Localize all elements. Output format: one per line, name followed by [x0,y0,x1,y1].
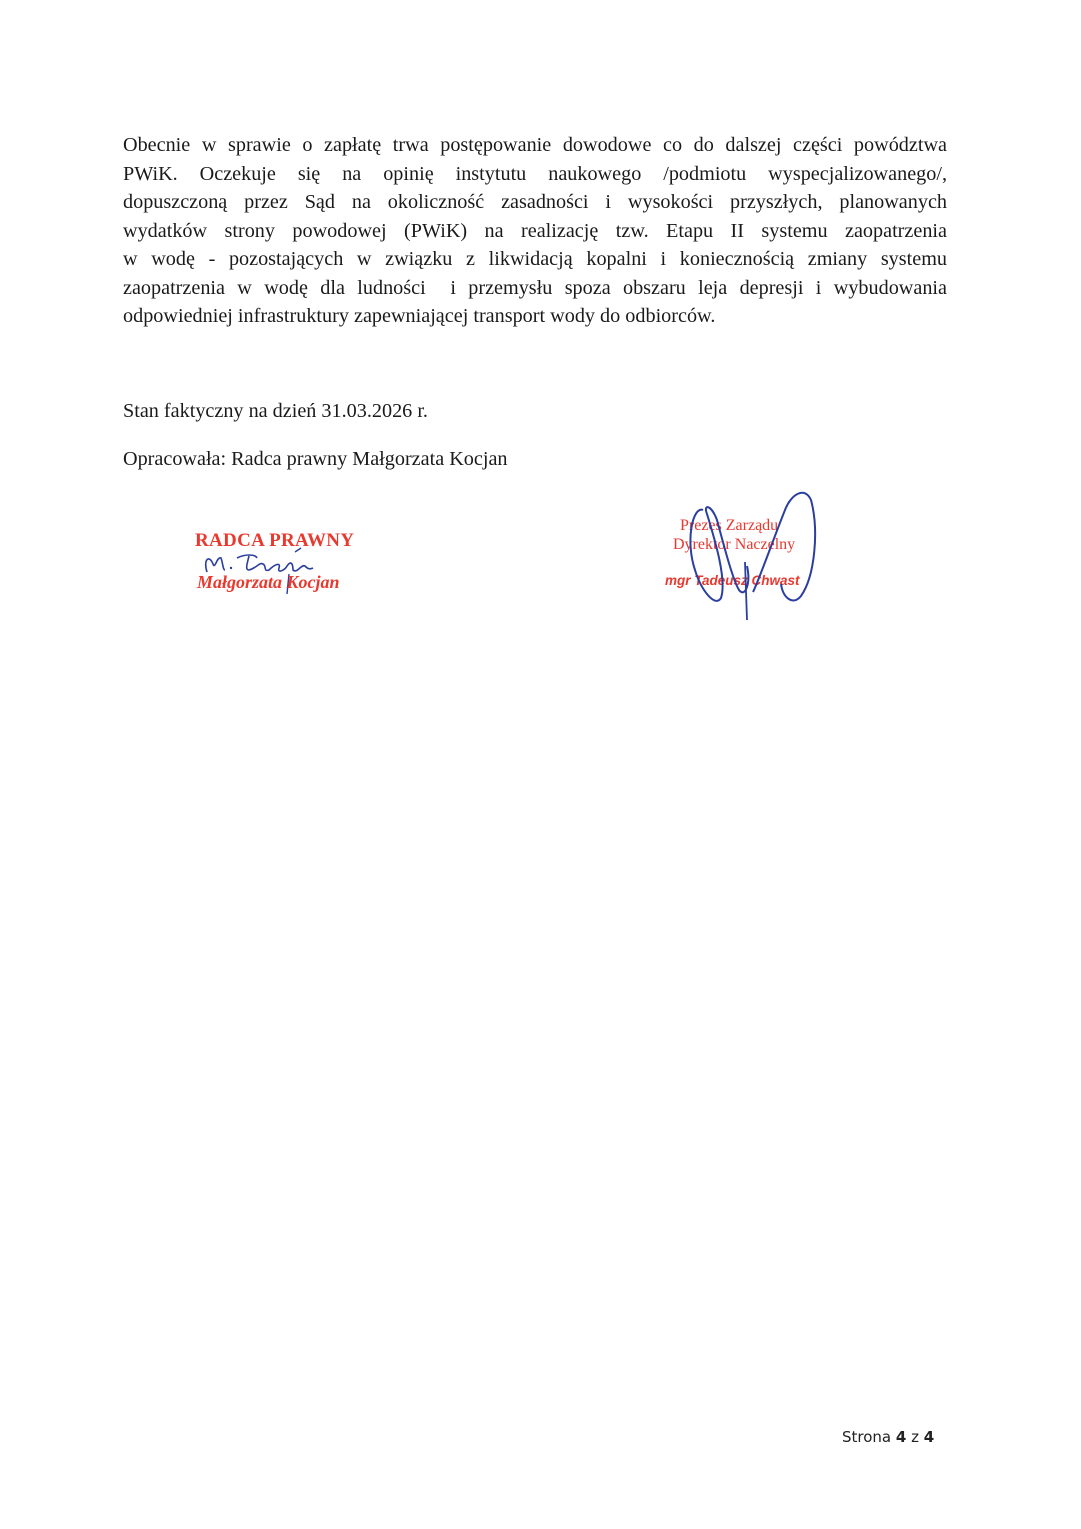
stamp-name: Małgorzata Kocjan [197,572,340,592]
status-date-line: Stan faktyczny na dzień 31.03.2026 r. [123,400,428,422]
director-stamp [655,480,845,630]
handwritten-signature-right [655,480,845,630]
paragraph-line: zaopatrzenia w wodę dla ludności i przemysłu spoza obszaru leja depresji i wybudowania [123,276,947,299]
body-paragraph [123,131,947,331]
author-line: Opracowała: Radca prawny Małgorzata Kocjan [123,448,508,470]
paragraph-line: Obecnie w sprawie o zapłatę trwa postępowanie dowodowe co do dalszej części powództwa [123,134,947,156]
page-separator: z [906,1428,924,1446]
current-page: 4 [895,1428,907,1446]
paragraph-line: wydatków strony powodowej (PWiK) na realizację tzw. Etapu II systemu zaopatrzenia [123,219,947,242]
total-pages: 4 [923,1428,935,1446]
page-prefix: Strona [842,1428,896,1446]
stamp-line-position: Prezes Zarządu [680,517,779,534]
paragraph-line: odpowiedniej infrastruktury zapewniającej transport wody do odbiorców. [123,305,716,327]
paragraph-line: w wodę - pozostających w związku z likwidacją kopalni i koniecznością zmiany systemu [123,248,947,270]
stamp-title: RADCA PRAWNY [195,530,355,551]
stamp-line-name: mgr Tadeusz Chwast [665,573,800,588]
stamp-line-title: Dyrektor Naczelny [673,536,796,553]
paragraph-line: dopuszczoną przez Sąd na okoliczność zasadności i wysokości przyszłych, planowanych [123,191,947,213]
legal-counsel-stamp [193,530,383,600]
paragraph-line: PWiK. Oczekuje się na opinię instytutu naukowego /podmiotu wyspecjalizowanego/, [123,162,947,185]
page-number [842,1428,934,1446]
